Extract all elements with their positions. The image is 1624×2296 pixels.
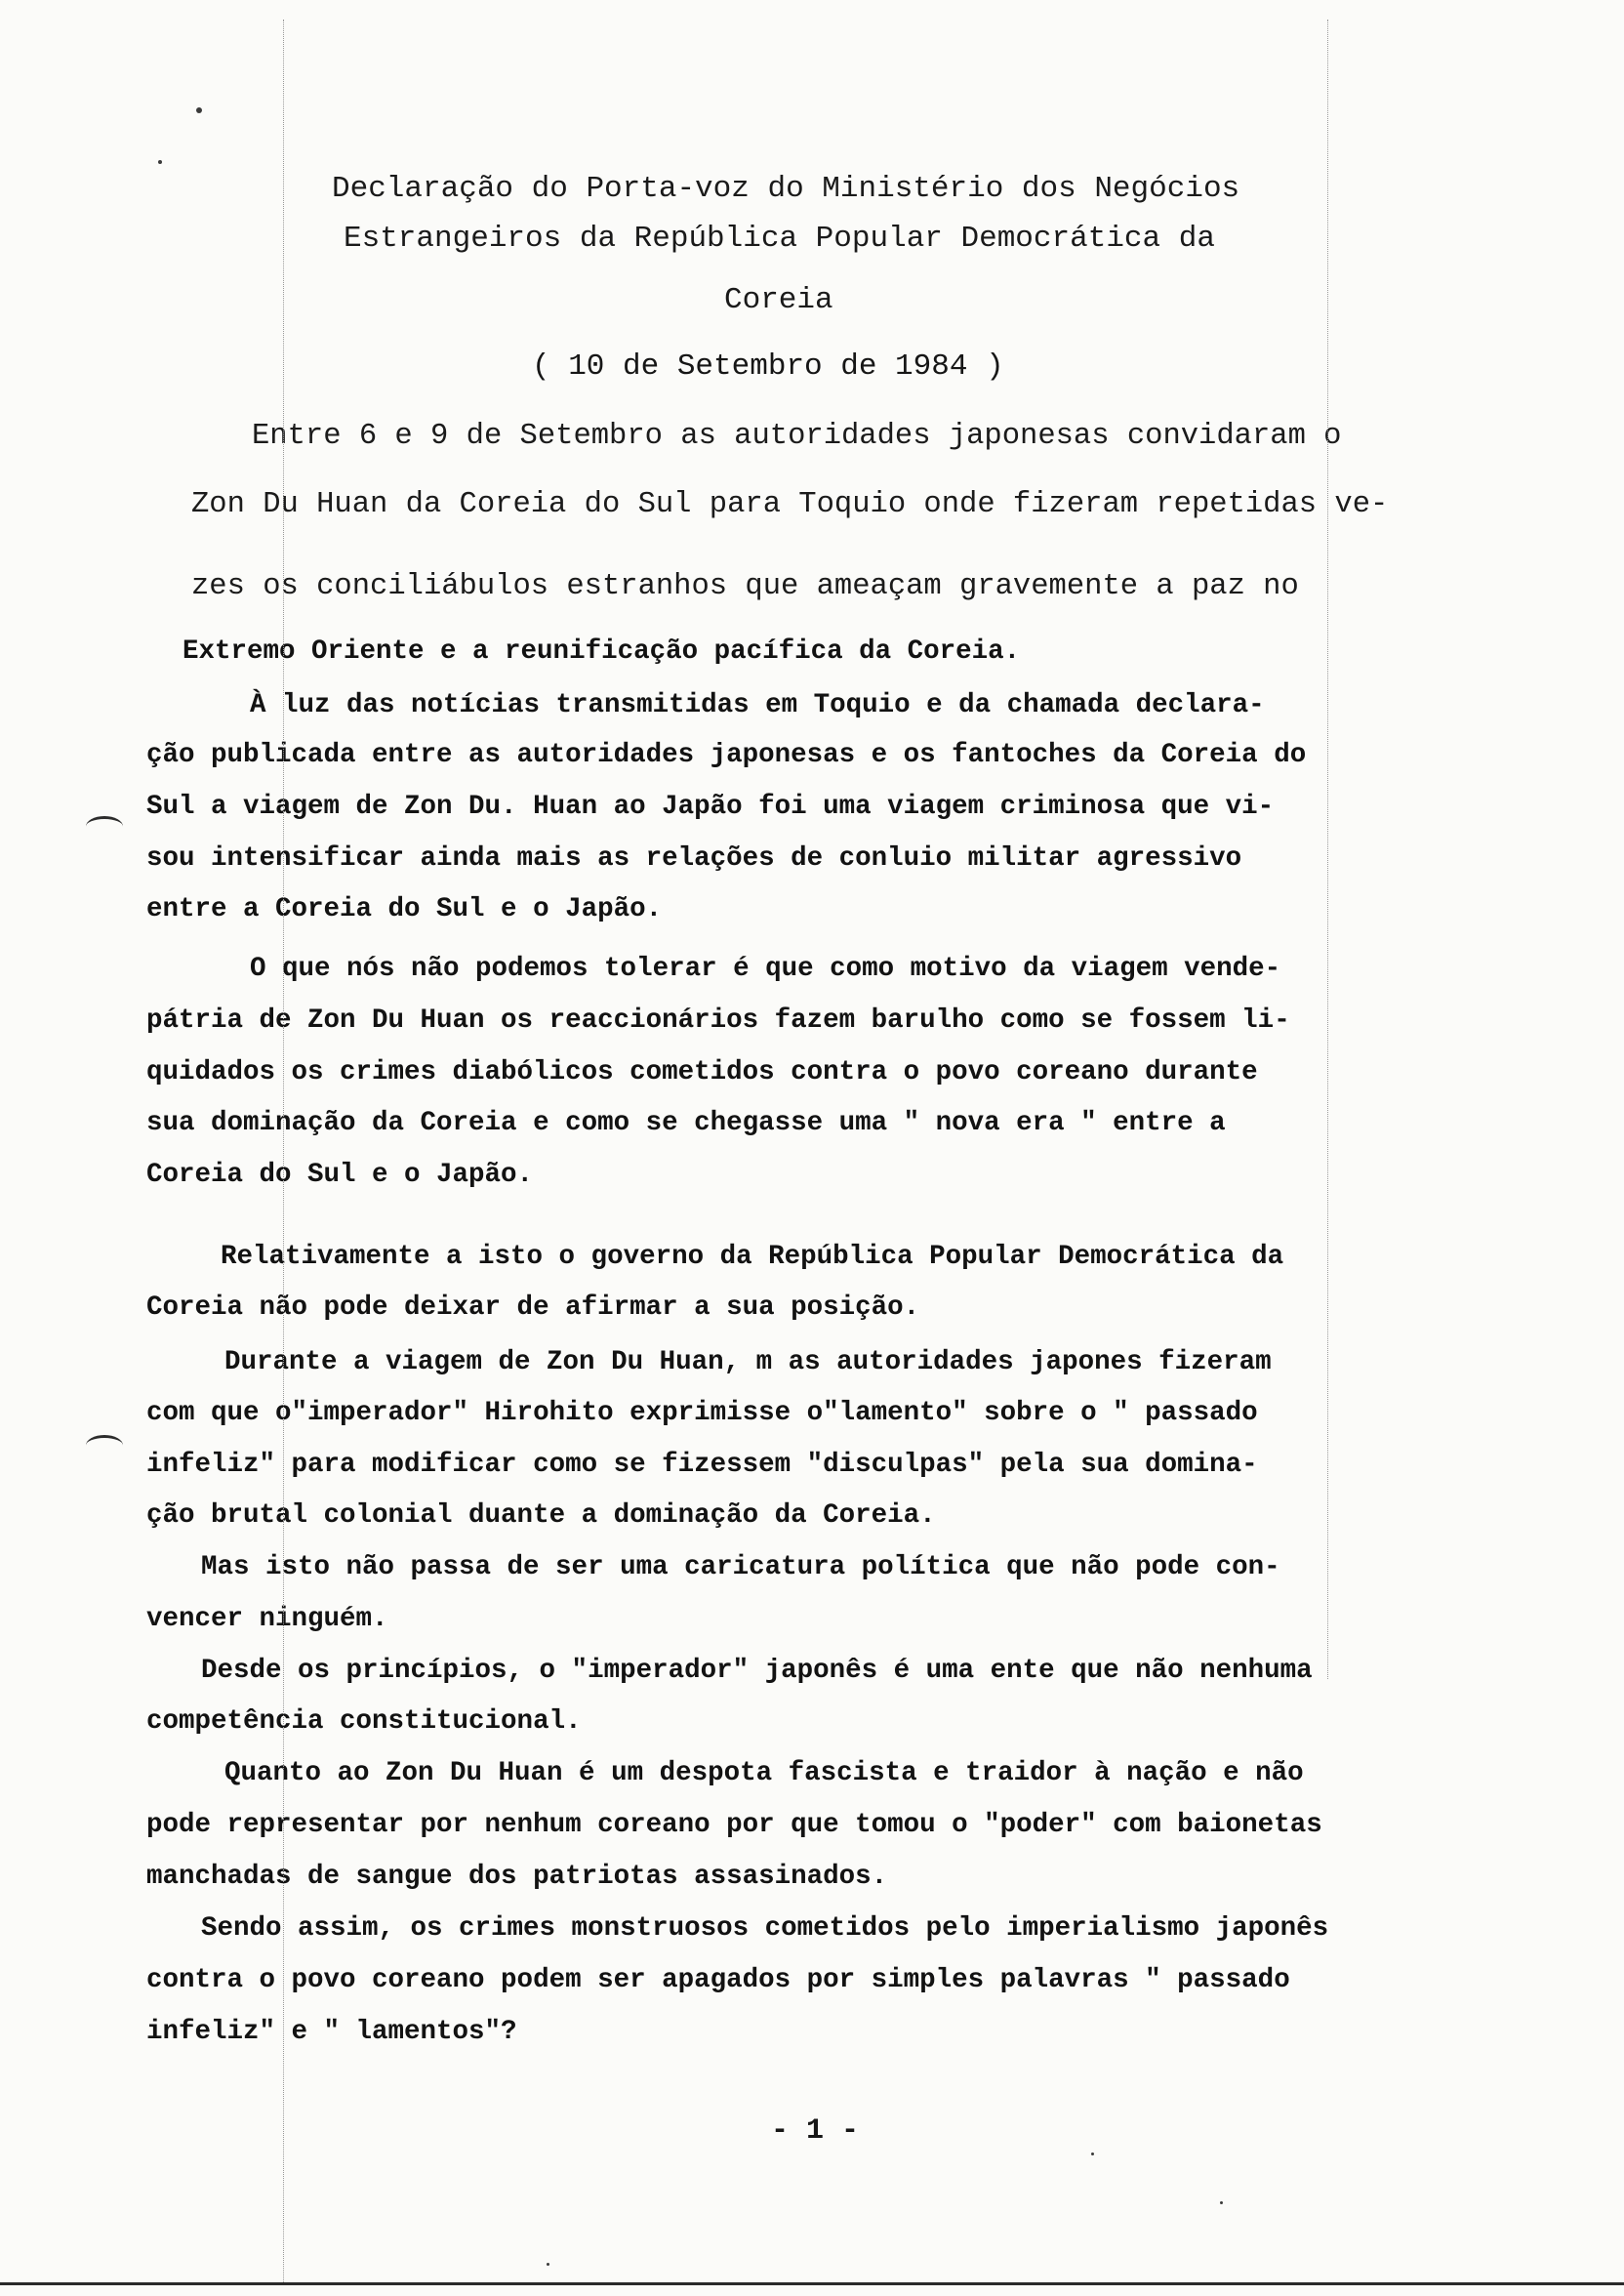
body-line-17: ção brutal colonial duante a dominação da Coreia.	[146, 1500, 936, 1531]
body-line-27: infeliz" e " lamentos"?	[146, 2017, 517, 2047]
title-line-3: Coreia	[724, 283, 833, 317]
paragraph1-line-2: Zon Du Huan da Coreia do Sul para Toquio onde fizeram repetidas ve-	[191, 488, 1389, 521]
body-line-19: vencer ninguém.	[146, 1604, 388, 1634]
page-number: - 1 -	[771, 2114, 860, 2148]
margin-mark	[86, 816, 123, 837]
scan-speck	[547, 2263, 549, 2266]
body-line-23: pode representar por nenhum coreano por que tomou o "poder" com baionetas	[146, 1810, 1322, 1840]
scan-speck	[1091, 2152, 1094, 2155]
body-line-11: Coreia do Sul e o Japão.	[146, 1160, 534, 1190]
body-line-1: Extremo Oriente e a reunificação pacífica da Coreia.	[183, 636, 1021, 667]
scan-speck	[196, 107, 202, 113]
body-line-26: contra o povo coreano podem ser apagados por simples palavras " passado	[146, 1965, 1290, 1995]
scan-fold-line-left	[283, 20, 284, 2284]
title-line-2: Estrangeiros da República Popular Democrática da	[344, 222, 1215, 256]
body-line-12: Relativamente a isto o governo da República Popular Democrática da	[221, 1242, 1284, 1272]
title-line-1: Declaração do Porta-voz do Ministério dos Negócios	[332, 172, 1240, 206]
body-line-3: ção publicada entre as autoridades japonesas e os fantoches da Coreia do	[146, 740, 1307, 770]
body-line-9: quidados os crimes diabólicos cometidos contra o povo coreano durante	[146, 1057, 1258, 1087]
paragraph1-line-3: zes os conciliábulos estranhos que ameaçam gravemente a paz no	[191, 570, 1299, 603]
body-line-14: Durante a viagem de Zon Du Huan, m as autoridades japones fizeram	[224, 1347, 1272, 1377]
margin-mark	[86, 1435, 123, 1456]
body-line-2: À luz das notícias transmitidas em Toquio e da chamada declara-	[250, 690, 1265, 720]
scan-speck	[158, 160, 162, 164]
body-line-5: sou intensificar ainda mais as relações de conluio militar agressivo	[146, 843, 1242, 874]
body-line-20: Desde os princípios, o "imperador" japonês é uma ente que não nenhuma	[201, 1656, 1313, 1686]
body-line-13: Coreia não pode deixar de afirmar a sua posição.	[146, 1292, 920, 1323]
scan-fold-line-right	[1327, 20, 1328, 1679]
body-line-8: pátria de Zon Du Huan os reaccionários fazem barulho como se fossem li-	[146, 1005, 1290, 1036]
document-date: ( 10 de Setembro de 1984 )	[532, 349, 1004, 384]
body-line-7: O que nós não podemos tolerar é que como motivo da viagem vende-	[250, 954, 1281, 984]
body-line-16: infeliz" para modificar como se fizessem "disculpas" pela sua domina-	[146, 1450, 1258, 1480]
body-line-24: manchadas de sangue dos patriotas assasinados.	[146, 1862, 888, 1892]
body-line-15: com que o"imperador" Hirohito exprimisse o"lamento" sobre o " passado	[146, 1398, 1258, 1428]
body-line-4: Sul a viagem de Zon Du. Huan ao Japão foi uma viagem criminosa que vi-	[146, 792, 1275, 822]
body-line-18: Mas isto não passa de ser uma caricatura política que não pode con-	[201, 1552, 1280, 1582]
scan-bottom-edge	[0, 2282, 1624, 2285]
body-line-6: entre a Coreia do Sul e o Japão.	[146, 894, 663, 924]
body-line-22: Quanto ao Zon Du Huan é um despota fascista e traidor à nação e não	[224, 1758, 1304, 1788]
scan-speck	[1220, 2201, 1223, 2204]
paragraph1-line-1: Entre 6 e 9 de Setembro as autoridades japonesas convidaram o	[252, 420, 1342, 453]
body-line-21: competência constitucional.	[146, 1706, 582, 1737]
body-line-10: sua dominação da Coreia e como se chegasse uma " nova era " entre a	[146, 1108, 1226, 1138]
body-line-25: Sendo assim, os crimes monstruosos cometidos pelo imperialismo japonês	[201, 1913, 1329, 1944]
